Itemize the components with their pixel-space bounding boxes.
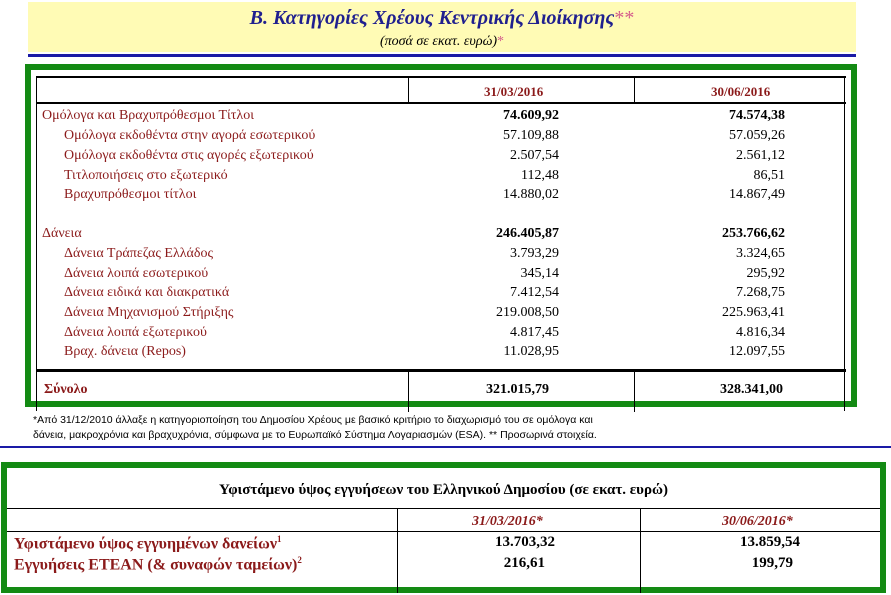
title-footnote-mark: ** xyxy=(614,7,635,29)
guarantees-title: Υφιστάμενο ύψος εγγυήσεων του Ελληνικού Δημοσίου (σε εκατ. ευρώ) xyxy=(219,482,668,498)
header-bottom-rule xyxy=(36,102,846,104)
table-row xyxy=(31,325,851,344)
row-value-q1: 3.793,29 xyxy=(510,246,559,261)
row-label: Δάνεια Μηχανισμού Στήριξης xyxy=(64,305,234,320)
footnote xyxy=(33,413,733,443)
footnote-ref: 1 xyxy=(276,534,282,544)
row-value-q2: 3.324,65 xyxy=(736,246,785,261)
table-rule xyxy=(7,508,880,509)
table-row xyxy=(31,168,851,187)
total-value-q2: 328.341,00 xyxy=(720,382,783,397)
table-row xyxy=(31,266,851,285)
table-row xyxy=(31,108,851,127)
table-row xyxy=(31,187,851,206)
column-header-q1: 31/03/2016* xyxy=(472,514,543,529)
row-value-q1: 57.109,88 xyxy=(503,128,559,143)
table-rule xyxy=(7,531,880,532)
row-value-q2: 199,79 xyxy=(751,555,793,571)
row-value-q2: 86,51 xyxy=(753,168,785,183)
row-value-q1: 216,61 xyxy=(503,555,545,571)
header-rule xyxy=(28,54,856,57)
row-value-q2: 12.097,55 xyxy=(729,344,785,359)
row-label xyxy=(14,534,281,553)
row-label: Τιτλοποιήσεις στο εξωτερικό xyxy=(64,168,228,183)
footnote-line: δάνεια, μακροχρόνια και βραχυχρόνια, σύμφωνα με το Ευρωπαϊκό Σύστημα Λογαριασμών (ESA). ** Προσωρινά στοιχεία. xyxy=(33,429,597,441)
row-label: Δάνεια λοιπά εξωτερικού xyxy=(64,325,207,340)
row-value-q1: 14.880,02 xyxy=(503,187,559,202)
column-divider xyxy=(408,76,409,104)
row-label: Βραχ. δάνεια (Repos) xyxy=(64,344,186,359)
row-label: Ομόλογα εκδοθέντα στην αγορά εσωτερικού xyxy=(64,128,316,143)
row-label: Βραχυπρόθεσμοι τίτλοι xyxy=(64,187,197,202)
row-value-q1: 2.507,54 xyxy=(510,148,559,163)
footnote-ref: 2 xyxy=(297,555,302,565)
row-label-text: Υφιστάμενο ύψος εγγυημένων δανείων xyxy=(14,535,277,553)
section-title-text: Β. Κατηγορίες Χρέους Κεντρικής Διοίκησης xyxy=(249,7,615,29)
row-value-q1: 246.405,87 xyxy=(496,226,559,241)
table-top-rule xyxy=(36,76,846,78)
row-value-q1: 7.412,54 xyxy=(510,285,559,300)
row-value-q2: 295,92 xyxy=(746,266,785,281)
total-top-rule xyxy=(36,369,846,372)
row-value-q1: 74.609,92 xyxy=(503,108,559,123)
row-label: Ομόλογα εκδοθέντα στις αγορές εξωτερικού xyxy=(64,148,314,163)
column-header-q2: 30/06/2016 xyxy=(711,84,771,99)
row-label: Ομόλογα και Βραχυπρόθεσμοι Τίτλοι xyxy=(42,108,254,123)
section-subtitle xyxy=(28,34,856,50)
row-value-q1: 345,14 xyxy=(520,266,559,281)
section-header xyxy=(28,2,856,52)
row-value-q1: 4.817,45 xyxy=(510,325,559,340)
row-label: Δάνεια λοιπά εσωτερικού xyxy=(64,266,209,281)
row-label: Δάνεια xyxy=(42,226,82,241)
total-value-q1: 321.015,79 xyxy=(486,382,549,397)
row-value-q2: 57.059,26 xyxy=(729,128,785,143)
column-header-q1: 31/03/2016 xyxy=(484,84,544,99)
row-value-q2: 14.867,49 xyxy=(729,187,785,202)
footnote-line: *Από 31/12/2010 άλλαξε η κατηγοριοποίηση του Δημοσίου Χρέους με βασικό κριτήριο το διαχωρισμό του σε ομόλογα και xyxy=(33,414,593,426)
section-subtitle-text: (ποσά σε εκατ. ευρώ) xyxy=(379,34,498,49)
row-label: Δάνεια ειδικά και διακρατικά xyxy=(64,285,230,300)
row-value-q2: 7.268,75 xyxy=(736,285,785,300)
column-divider xyxy=(634,76,635,104)
row-value-q1: 13.703,32 xyxy=(495,534,555,550)
row-label-text: Εγγυήσεις ΕΤΕΑΝ (& συναφών ταμείων) xyxy=(14,556,298,574)
column-header-q2: 30/06/2016* xyxy=(722,514,793,529)
table-row xyxy=(31,128,851,147)
table-row xyxy=(31,148,851,167)
table-row xyxy=(7,534,880,554)
row-value-q2: 4.816,34 xyxy=(736,325,785,340)
row-value-q1: 219.008,50 xyxy=(496,305,559,320)
row-label: Δάνεια Τράπεζας Ελλάδος xyxy=(64,246,213,261)
row-value-q2: 225.963,41 xyxy=(722,305,785,320)
debt-categories-table xyxy=(25,64,857,407)
table-row xyxy=(31,344,851,363)
guarantees-table xyxy=(1,462,886,593)
footnote-rule xyxy=(0,446,891,448)
total-label: Σύνολο xyxy=(44,382,88,397)
row-value-q2: 13.859,54 xyxy=(740,534,800,550)
table-row xyxy=(31,226,851,245)
row-value-q2: 2.561,12 xyxy=(736,148,785,163)
table-row xyxy=(31,246,851,265)
subtitle-footnote-mark: * xyxy=(497,34,505,49)
total-row xyxy=(31,382,851,401)
row-value-q2: 253.766,62 xyxy=(722,226,785,241)
table-row xyxy=(7,555,880,575)
table-row xyxy=(31,285,851,304)
row-value-q2: 74.574,38 xyxy=(729,108,785,123)
row-value-q1: 11.028,95 xyxy=(503,344,559,359)
row-value-q1: 112,48 xyxy=(521,168,559,183)
section-title xyxy=(28,7,856,30)
table-row xyxy=(31,305,851,324)
row-label xyxy=(14,555,302,574)
